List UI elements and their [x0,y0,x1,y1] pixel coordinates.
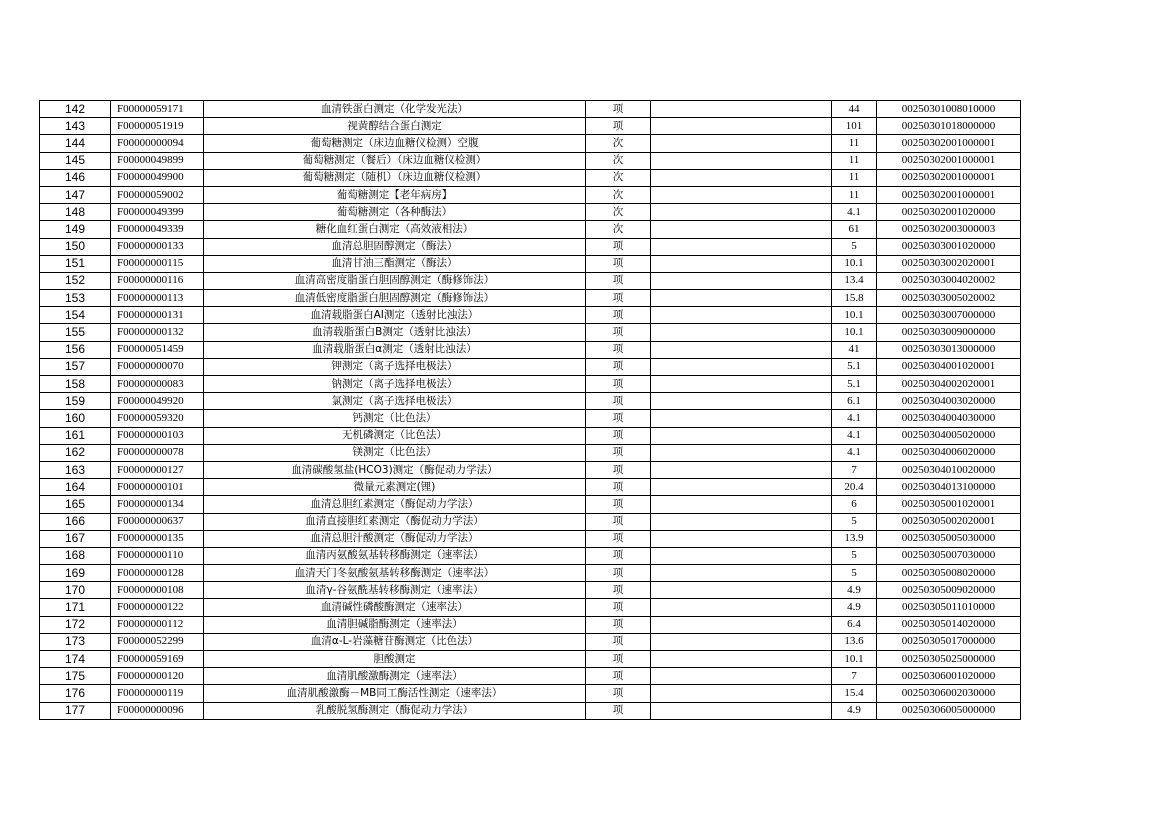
table-row [40,633,1021,650]
note-cell [651,101,832,118]
item-name-cell: 血清胆碱脂酶测定（速率法） [204,616,586,633]
row-number-cell: 146 [40,169,111,186]
price-cell: 10.1 [832,255,877,272]
item-code-cell: F00000000116 [111,272,204,289]
item-name-cell: 微量元素测定(锂) [204,479,586,496]
row-number-cell: 158 [40,376,111,393]
item-name-cell: 血清载脂蛋白α测定（透射比浊法） [204,341,586,358]
row-number-cell: 167 [40,530,111,547]
insurance-code-cell: 00250305014020000 [877,616,1021,633]
row-number-cell: 165 [40,496,111,513]
unit-cell: 项 [586,461,651,478]
row-number-cell: 154 [40,307,111,324]
row-number-cell: 147 [40,186,111,203]
item-name-cell: 钙测定（比色法） [204,410,586,427]
insurance-code-cell: 00250302001020000 [877,204,1021,221]
table-row [40,221,1021,238]
table-row [40,702,1021,719]
unit-cell: 次 [586,135,651,152]
note-cell [651,651,832,668]
price-cell: 6.4 [832,616,877,633]
unit-cell: 次 [586,186,651,203]
price-cell: 4.9 [832,702,877,719]
unit-cell: 项 [586,702,651,719]
insurance-code-cell: 00250301008010000 [877,101,1021,118]
note-cell [651,169,832,186]
row-number-cell: 162 [40,444,111,461]
insurance-code-cell: 00250305011010000 [877,599,1021,616]
price-cell: 11 [832,186,877,203]
note-cell [651,221,832,238]
row-number-cell: 174 [40,651,111,668]
row-number-cell: 152 [40,272,111,289]
unit-cell: 项 [586,685,651,702]
table-row [40,582,1021,599]
item-code-cell: F00000000131 [111,307,204,324]
item-name-cell: 血清直接胆红素测定（酶促动力学法） [204,513,586,530]
item-name-cell: 血清天门冬氨酸氨基转移酶测定（速率法） [204,565,586,582]
table-row [40,255,1021,272]
item-code-cell: F00000000127 [111,461,204,478]
note-cell [651,616,832,633]
price-cell: 5.1 [832,376,877,393]
unit-cell: 项 [586,668,651,685]
row-number-cell: 155 [40,324,111,341]
insurance-code-cell: 00250302001000001 [877,169,1021,186]
item-name-cell: 血清载脂蛋白AⅠ测定（透射比浊法） [204,307,586,324]
price-cell: 4.1 [832,410,877,427]
table-row [40,238,1021,255]
insurance-code-cell: 00250305007030000 [877,547,1021,564]
item-name-cell: 钠测定（离子选择电极法） [204,376,586,393]
item-code-cell: F00000000122 [111,599,204,616]
table-row [40,513,1021,530]
item-code-cell: F00000000133 [111,238,204,255]
table-row [40,547,1021,564]
price-cell: 13.6 [832,633,877,650]
item-code-cell: F00000051459 [111,341,204,358]
unit-cell: 项 [586,358,651,375]
insurance-code-cell: 00250304004030000 [877,410,1021,427]
price-cell: 11 [832,152,877,169]
item-name-cell: 血清总胆红素测定（酶促动力学法） [204,496,586,513]
row-number-cell: 172 [40,616,111,633]
unit-cell: 项 [586,376,651,393]
unit-cell: 项 [586,651,651,668]
item-name-cell: 血清载脂蛋白B测定（透射比浊法） [204,324,586,341]
table-row [40,393,1021,410]
insurance-code-cell: 00250304001020001 [877,358,1021,375]
note-cell [651,530,832,547]
note-cell [651,272,832,289]
table-row [40,101,1021,118]
table-row [40,118,1021,135]
insurance-code-cell: 00250305008020000 [877,565,1021,582]
insurance-code-cell: 00250304006020000 [877,444,1021,461]
item-code-cell: F00000051919 [111,118,204,135]
price-cell: 101 [832,118,877,135]
note-cell [651,152,832,169]
table-row [40,479,1021,496]
note-cell [651,599,832,616]
unit-cell: 项 [586,479,651,496]
unit-cell: 项 [586,530,651,547]
note-cell [651,410,832,427]
insurance-code-cell: 00250303007000000 [877,307,1021,324]
note-cell [651,668,832,685]
item-code-cell: F00000000113 [111,290,204,307]
insurance-code-cell: 00250303001020000 [877,238,1021,255]
item-name-cell: 乳酸脱氢酶测定（酶促动力学法） [204,702,586,719]
table-row [40,668,1021,685]
insurance-code-cell: 00250305002020001 [877,513,1021,530]
note-cell [651,255,832,272]
row-number-cell: 176 [40,685,111,702]
item-code-cell: F00000000128 [111,565,204,582]
insurance-code-cell: 00250304002020001 [877,376,1021,393]
item-code-cell: F00000059002 [111,186,204,203]
table-row [40,444,1021,461]
item-name-cell: 血清丙氨酸氨基转移酶测定（速率法） [204,547,586,564]
item-code-cell: F00000000112 [111,616,204,633]
item-code-cell: F00000049920 [111,393,204,410]
insurance-code-cell: 00250302001000001 [877,135,1021,152]
item-code-cell: F00000049399 [111,204,204,221]
unit-cell: 项 [586,633,651,650]
table-row [40,376,1021,393]
price-cell: 6 [832,496,877,513]
insurance-code-cell: 00250305025000000 [877,651,1021,668]
price-cell: 10.1 [832,307,877,324]
insurance-code-cell: 00250304013100000 [877,479,1021,496]
item-name-cell: 胆酸测定 [204,651,586,668]
row-number-cell: 171 [40,599,111,616]
row-number-cell: 173 [40,633,111,650]
unit-cell: 次 [586,204,651,221]
insurance-code-cell: 00250305017000000 [877,633,1021,650]
price-cell: 4.1 [832,444,877,461]
item-name-cell: 镁测定（比色法） [204,444,586,461]
note-cell [651,135,832,152]
unit-cell: 项 [586,582,651,599]
insurance-code-cell: 00250302001000001 [877,186,1021,203]
item-code-cell: F00000049339 [111,221,204,238]
row-number-cell: 143 [40,118,111,135]
price-cell: 5 [832,547,877,564]
item-code-cell: F00000000094 [111,135,204,152]
price-cell: 20.4 [832,479,877,496]
note-cell [651,702,832,719]
table-row [40,410,1021,427]
row-number-cell: 164 [40,479,111,496]
item-name-cell: 血清低密度脂蛋白胆固醇测定（酶修饰法） [204,290,586,307]
insurance-code-cell: 00250305009020000 [877,582,1021,599]
item-code-cell: F00000000135 [111,530,204,547]
item-name-cell: 血清高密度脂蛋白胆固醇测定（酶修饰法） [204,272,586,289]
item-name-cell: 视黄醇结合蛋白测定 [204,118,586,135]
insurance-code-cell: 00250302003000003 [877,221,1021,238]
insurance-code-cell: 00250302001000001 [877,152,1021,169]
row-number-cell: 148 [40,204,111,221]
unit-cell: 项 [586,547,651,564]
item-name-cell: 血清碱性磷酸酶测定（速率法） [204,599,586,616]
row-number-cell: 150 [40,238,111,255]
item-code-cell: F00000059171 [111,101,204,118]
item-code-cell: F00000059320 [111,410,204,427]
insurance-code-cell: 00250304010020000 [877,461,1021,478]
item-code-cell: F00000049900 [111,169,204,186]
item-code-cell: F00000000119 [111,685,204,702]
price-cell: 4.1 [832,204,877,221]
note-cell [651,444,832,461]
note-cell [651,461,832,478]
price-cell: 7 [832,461,877,478]
row-number-cell: 166 [40,513,111,530]
note-cell [651,307,832,324]
insurance-code-cell: 00250306005000000 [877,702,1021,719]
table-row [40,685,1021,702]
row-number-cell: 145 [40,152,111,169]
table-row [40,461,1021,478]
table-row [40,651,1021,668]
unit-cell: 项 [586,616,651,633]
table-row [40,496,1021,513]
note-cell [651,393,832,410]
item-code-cell: F00000000115 [111,255,204,272]
price-cell: 15.8 [832,290,877,307]
row-number-cell: 161 [40,427,111,444]
price-cell: 4.9 [832,599,877,616]
price-cell: 4.9 [832,582,877,599]
row-number-cell: 168 [40,547,111,564]
row-number-cell: 160 [40,410,111,427]
unit-cell: 项 [586,341,651,358]
insurance-code-cell: 00250305005030000 [877,530,1021,547]
table-row [40,169,1021,186]
table-row [40,186,1021,203]
item-name-cell: 葡萄糖测定【老年病房】 [204,186,586,203]
note-cell [651,547,832,564]
table-row [40,530,1021,547]
item-name-cell: 氯测定（离子选择电极法） [204,393,586,410]
table-row [40,272,1021,289]
row-number-cell: 163 [40,461,111,478]
table-row [40,204,1021,221]
unit-cell: 项 [586,393,651,410]
note-cell [651,582,832,599]
unit-cell: 项 [586,496,651,513]
table-row [40,152,1021,169]
note-cell [651,118,832,135]
price-cell: 10.1 [832,324,877,341]
item-name-cell: 血清γ-谷氨酰基转移酶测定（速率法） [204,582,586,599]
unit-cell: 次 [586,152,651,169]
note-cell [651,204,832,221]
row-number-cell: 170 [40,582,111,599]
unit-cell: 项 [586,427,651,444]
item-code-cell: F00000000083 [111,376,204,393]
note-cell [651,324,832,341]
item-name-cell: 血清α-L-岩藻糖苷酶测定（比色法） [204,633,586,650]
row-number-cell: 151 [40,255,111,272]
insurance-code-cell: 00250303009000000 [877,324,1021,341]
item-code-cell: F00000000070 [111,358,204,375]
item-name-cell: 葡萄糖测定（餐后）（床边血糖仪检测） [204,152,586,169]
price-cell: 4.1 [832,427,877,444]
item-code-cell: F00000000103 [111,427,204,444]
row-number-cell: 149 [40,221,111,238]
item-code-cell: F00000000108 [111,582,204,599]
unit-cell: 项 [586,290,651,307]
unit-cell: 次 [586,169,651,186]
unit-cell: 项 [586,255,651,272]
note-cell [651,290,832,307]
item-code-cell: F00000000637 [111,513,204,530]
note-cell [651,633,832,650]
item-name-cell: 血清总胆汁酸测定（酶促动力学法） [204,530,586,547]
insurance-code-cell: 00250304003020000 [877,393,1021,410]
item-name-cell: 葡萄糖测定（各种酶法） [204,204,586,221]
unit-cell: 项 [586,444,651,461]
table-row [40,427,1021,444]
price-cell: 5 [832,565,877,582]
item-code-cell: F00000000134 [111,496,204,513]
unit-cell: 项 [586,513,651,530]
unit-cell: 项 [586,118,651,135]
unit-cell: 项 [586,238,651,255]
unit-cell: 项 [586,410,651,427]
row-number-cell: 156 [40,341,111,358]
table-row [40,358,1021,375]
insurance-code-cell: 00250303005020002 [877,290,1021,307]
price-cell: 5 [832,238,877,255]
item-code-cell: F00000000078 [111,444,204,461]
item-name-cell: 钾测定（离子选择电极法） [204,358,586,375]
insurance-code-cell: 00250303002020001 [877,255,1021,272]
item-name-cell: 血清肌酸激酶－MB同工酶活性测定（速率法） [204,685,586,702]
note-cell [651,358,832,375]
row-number-cell: 177 [40,702,111,719]
insurance-code-cell: 00250304005020000 [877,427,1021,444]
price-cell: 11 [832,169,877,186]
item-name-cell: 血清铁蛋白测定（化学发光法） [204,101,586,118]
unit-cell: 项 [586,565,651,582]
table-row [40,341,1021,358]
item-name-cell: 血清总胆固醇测定（酶法） [204,238,586,255]
row-number-cell: 159 [40,393,111,410]
note-cell [651,238,832,255]
item-name-cell: 葡萄糖测定（床边血糖仪检测）空腹 [204,135,586,152]
item-name-cell: 血清甘油三酯测定（酶法） [204,255,586,272]
item-name-cell: 血清碳酸氢盐(HCO3)测定（酶促动力学法） [204,461,586,478]
price-table [39,100,1021,720]
item-code-cell: F00000000120 [111,668,204,685]
insurance-code-cell: 00250303013000000 [877,341,1021,358]
item-name-cell: 葡萄糖测定（随机）（床边血糖仪检测） [204,169,586,186]
note-cell [651,427,832,444]
price-cell: 7 [832,668,877,685]
row-number-cell: 153 [40,290,111,307]
unit-cell: 次 [586,221,651,238]
insurance-code-cell: 00250301018000000 [877,118,1021,135]
item-code-cell: F00000000110 [111,547,204,564]
table-body [40,101,1021,720]
item-code-cell: F00000052299 [111,633,204,650]
item-name-cell: 糖化血红蛋白测定（高效液相法） [204,221,586,238]
insurance-code-cell: 00250306001020000 [877,668,1021,685]
item-name-cell: 无机磷测定（比色法） [204,427,586,444]
unit-cell: 项 [586,307,651,324]
price-cell: 10.1 [832,651,877,668]
item-code-cell: F00000059169 [111,651,204,668]
item-code-cell: F00000000101 [111,479,204,496]
table-row [40,307,1021,324]
note-cell [651,376,832,393]
item-code-cell: F00000000132 [111,324,204,341]
item-name-cell: 血清肌酸激酶测定（速率法） [204,668,586,685]
table-row [40,599,1021,616]
note-cell [651,513,832,530]
table-row [40,565,1021,582]
note-cell [651,479,832,496]
price-cell: 11 [832,135,877,152]
price-cell: 44 [832,101,877,118]
row-number-cell: 157 [40,358,111,375]
note-cell [651,685,832,702]
row-number-cell: 142 [40,101,111,118]
unit-cell: 项 [586,599,651,616]
row-number-cell: 175 [40,668,111,685]
table-row [40,616,1021,633]
row-number-cell: 169 [40,565,111,582]
row-number-cell: 144 [40,135,111,152]
price-cell: 6.1 [832,393,877,410]
price-cell: 5 [832,513,877,530]
item-code-cell: F00000000096 [111,702,204,719]
price-cell: 13.4 [832,272,877,289]
unit-cell: 项 [586,324,651,341]
insurance-code-cell: 00250306002030000 [877,685,1021,702]
item-code-cell: F00000049899 [111,152,204,169]
note-cell [651,565,832,582]
insurance-code-cell: 00250305001020001 [877,496,1021,513]
note-cell [651,496,832,513]
price-cell: 61 [832,221,877,238]
note-cell [651,341,832,358]
price-table-sheet [39,100,1021,720]
note-cell [651,186,832,203]
price-cell: 5.1 [832,358,877,375]
price-cell: 15.4 [832,685,877,702]
price-cell: 13.9 [832,530,877,547]
unit-cell: 项 [586,101,651,118]
table-row [40,135,1021,152]
table-row [40,324,1021,341]
table-row [40,290,1021,307]
price-cell: 41 [832,341,877,358]
insurance-code-cell: 00250303004020002 [877,272,1021,289]
unit-cell: 项 [586,272,651,289]
